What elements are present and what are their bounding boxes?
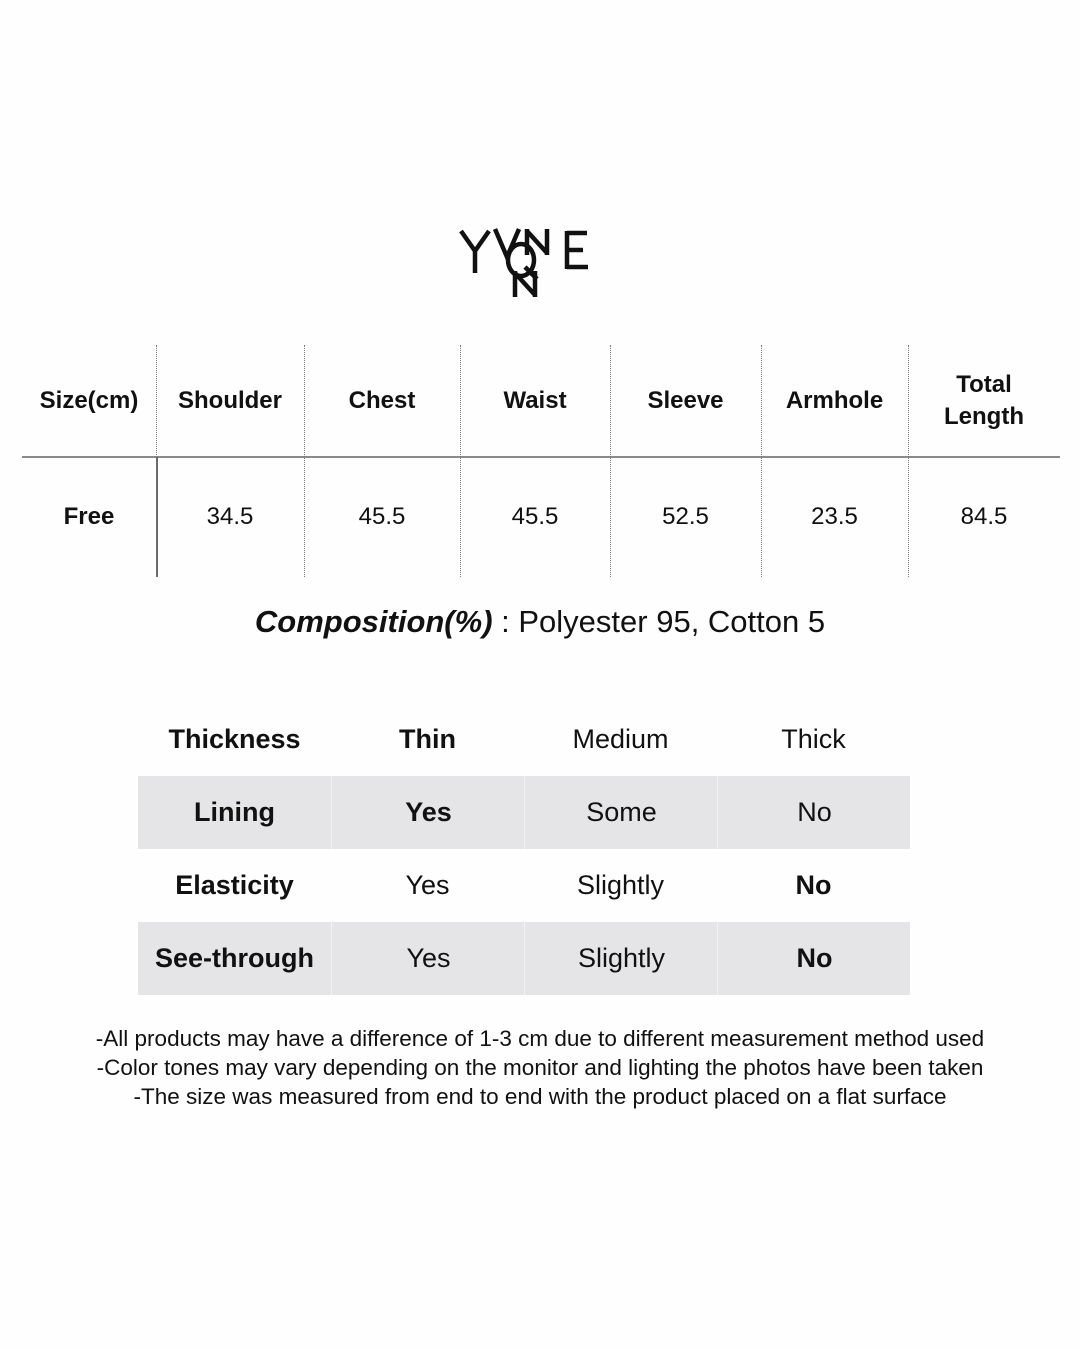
header-waist: Waist bbox=[503, 387, 567, 414]
property-option: Some bbox=[524, 776, 718, 849]
header-size: Size(cm) bbox=[39, 387, 139, 414]
size-table bbox=[22, 345, 1060, 577]
property-option: Yes bbox=[331, 922, 525, 995]
property-name: Lining bbox=[194, 797, 275, 827]
composition-value: Polyester 95, Cotton 5 bbox=[518, 604, 826, 639]
size-free: Free bbox=[63, 503, 115, 530]
header-armhole: Armhole bbox=[785, 387, 884, 414]
property-name: Thickness bbox=[168, 724, 301, 754]
property-option: Thick bbox=[781, 724, 846, 754]
property-row-see-through bbox=[138, 922, 910, 995]
property-row-lining bbox=[138, 776, 910, 849]
property-option: Medium bbox=[572, 724, 669, 754]
composition-separator: : bbox=[492, 604, 519, 639]
property-option: Slightly bbox=[524, 922, 718, 995]
brand-logo bbox=[455, 215, 595, 305]
header-chest: Chest bbox=[348, 387, 416, 414]
property-option-selected: Yes bbox=[331, 776, 525, 849]
property-option: No bbox=[717, 776, 911, 849]
property-name: See-through bbox=[155, 943, 314, 973]
property-option-selected: No bbox=[717, 922, 911, 995]
value-shoulder: 34.5 bbox=[206, 503, 254, 530]
property-option-selected: No bbox=[795, 870, 832, 900]
property-option: Slightly bbox=[576, 870, 665, 900]
value-chest: 45.5 bbox=[358, 503, 406, 530]
note-line: -The size was measured from end to end with the product placed on a flat surface bbox=[133, 1084, 947, 1109]
note-line: -All products may have a difference of 1-3 cm due to different measurement method used bbox=[95, 1026, 985, 1051]
fabric-properties-table bbox=[138, 703, 910, 995]
value-armhole: 23.5 bbox=[811, 503, 858, 530]
value-total-length: 84.5 bbox=[960, 503, 1008, 530]
property-option: Yes bbox=[405, 870, 450, 900]
property-name: Elasticity bbox=[175, 870, 294, 900]
property-row-thickness bbox=[138, 703, 910, 776]
composition-label: Composition(%) bbox=[254, 604, 493, 639]
value-waist: 45.5 bbox=[511, 503, 559, 530]
header-total-length: Total Length bbox=[944, 371, 1024, 430]
property-row-elasticity bbox=[138, 849, 910, 922]
note-line: -Color tones may vary depending on the monitor and lighting the photos have been taken bbox=[96, 1055, 984, 1080]
brand-logo-mark bbox=[455, 215, 595, 305]
header-sleeve: Sleeve bbox=[647, 387, 724, 414]
measurement-notes bbox=[0, 1024, 1080, 1111]
header-shoulder: Shoulder bbox=[177, 387, 282, 414]
property-option-selected: Thin bbox=[399, 724, 456, 754]
value-sleeve: 52.5 bbox=[662, 503, 709, 530]
composition-line bbox=[0, 604, 1080, 640]
